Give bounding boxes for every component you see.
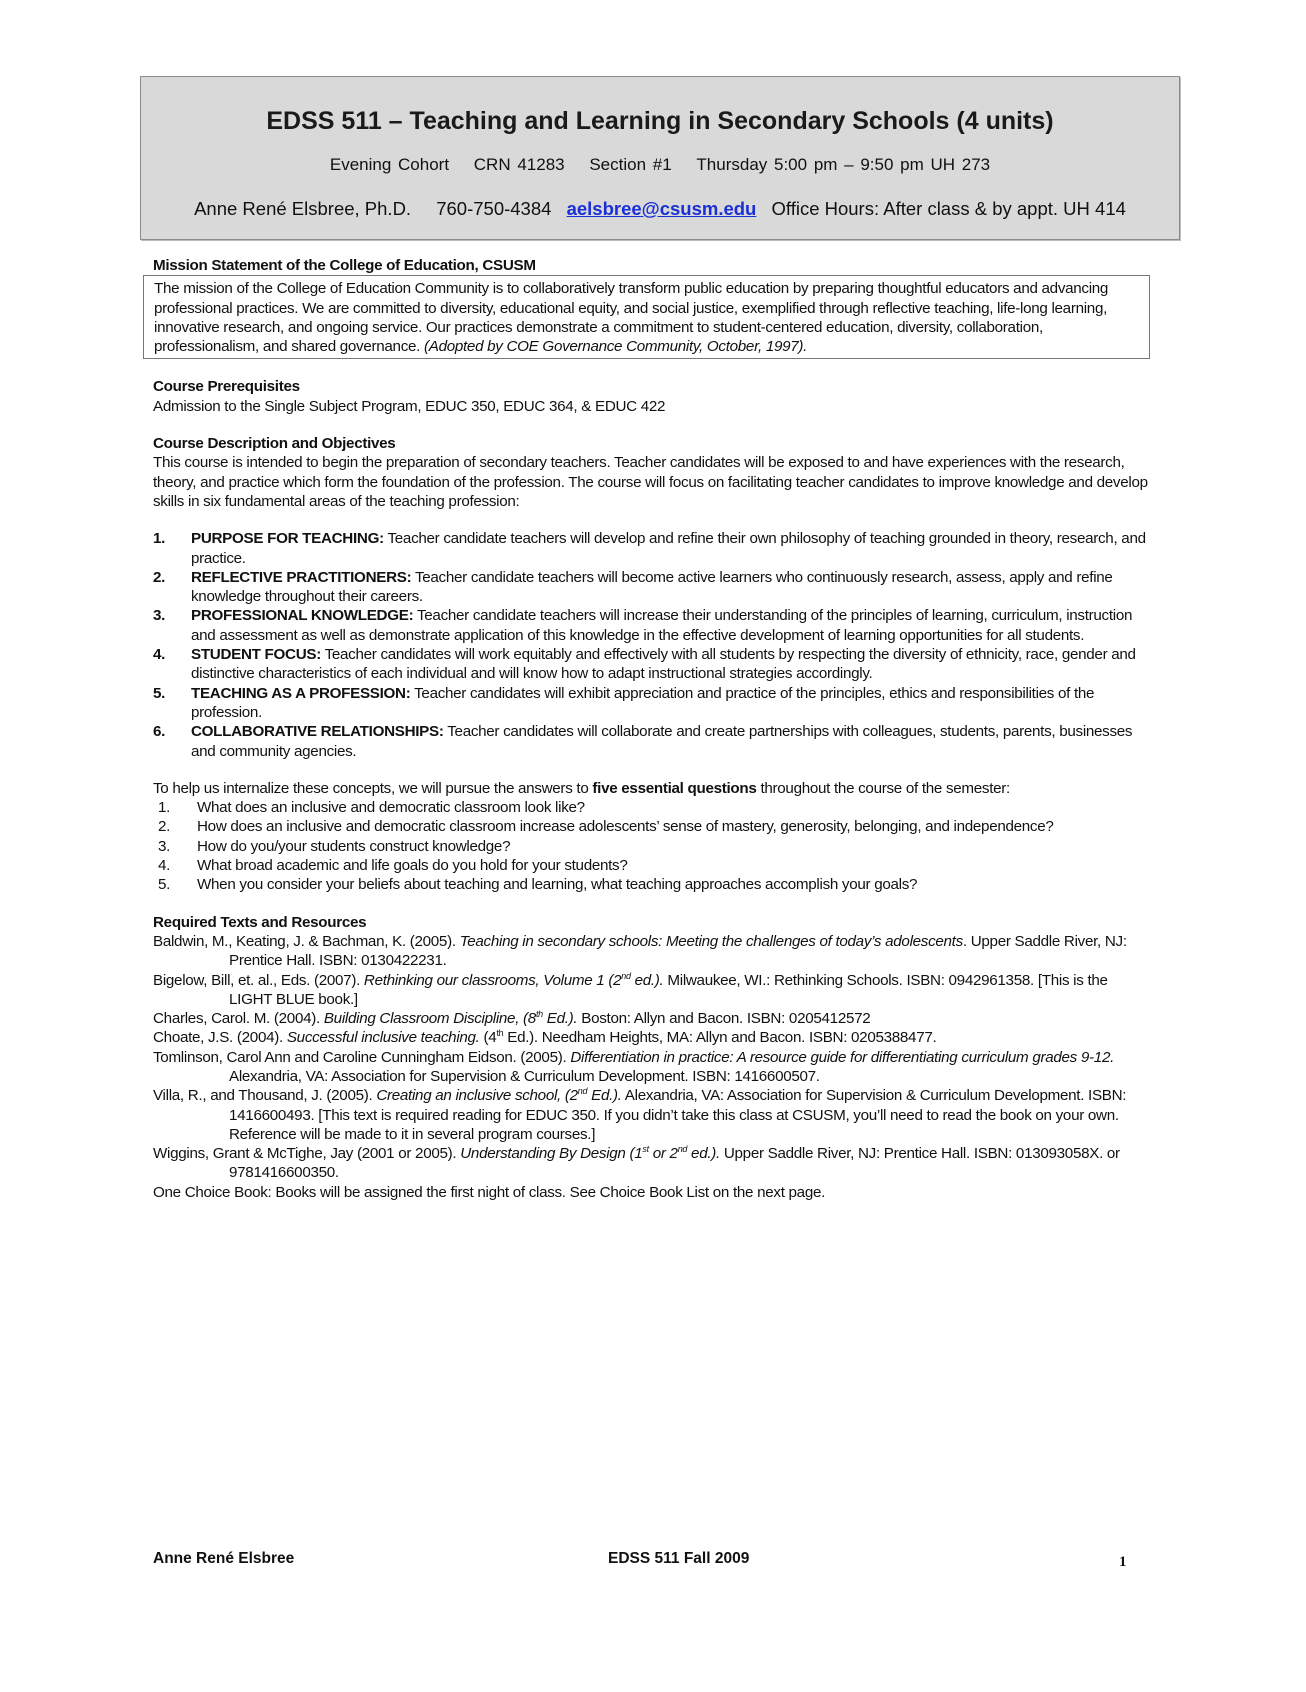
texts-heading: Required Texts and Resources — [153, 913, 367, 931]
description-body: This course is intended to begin the preparation of secondary teachers. Teacher candidates will be exposed to and have experiences with the research, theory, and practice which form the foundation of the profession. The course will focus on facilitating teacher candidates to improve knowledge and develop skills in six fundamental areas of the teaching profession: — [153, 454, 1148, 510]
choice-book-note: One Choice Book: Books will be assigned the first night of class. See Choice Book List on the next page. — [153, 1183, 826, 1201]
instructor-email-link[interactable]: aelsbree@csusm.edu — [566, 198, 757, 219]
reference-entry: Baldwin, M., Keating, J. & Bachman, K. (2005). Teaching in secondary schools: Meeting the challenges of today’s adolescents. Upper Saddle River, NJ: Prentice Hall. ISBN: 0130422231. — [153, 932, 1127, 970]
cohort: Evening Cohort — [329, 155, 450, 174]
prerequisites-body: Admission to the Single Subject Program, EDUC 350, EDUC 364, & EDUC 422 — [153, 397, 666, 415]
page-number: 1 — [1119, 1554, 1127, 1570]
crn: CRN 41283 — [473, 155, 565, 174]
objectives-list — [153, 529, 1153, 761]
objective-item: 3. PROFESSIONAL KNOWLEDGE: Teacher candidate teachers will increase their understanding of the principles of learning, curriculum, instruction and assessment as well as demonstrate application of this knowledge in the effective development of learning opportunities for all students. — [153, 607, 1133, 644]
reference-entry: Bigelow, Bill, et. al., Eds. (2007). Rethinking our classrooms, Volume 1 (2nd ed.). Milwaukee, WI.: Rethinking Schools. ISBN: 0942961358. [This is the LIGHT BLUE book.] — [153, 970, 1108, 1008]
course-header-box — [140, 76, 1180, 240]
objective-item: 4. STUDENT FOCUS: Teacher candidates will work equitably and effectively with all students by respecting the diversity of ethnicity, race, gender and distinctive characteristics of each individual and will know how to adapt instructional strategies accordingly. — [153, 646, 1136, 683]
mission-heading: Mission Statement of the College of Education, CSUSM — [153, 257, 536, 274]
reference-entry: Villa, R., and Thousand, J. (2005). Creating an inclusive school, (2nd Ed.). Alexandria, VA: Association for Supervision & Curriculum Development. ISBN: 1416600493. [This text is required reading for EDUC 350. If you didn’t take this class at CSUSM, you’ll need to read the book on your own. Reference will be made to it in several program courses.] — [153, 1086, 1127, 1143]
question-item: 4. What broad academic and life goals do you hold for your students? — [158, 857, 628, 875]
reference-entry: Wiggins, Grant & McTighe, Jay (2001 or 2005). Understanding By Design (1st or 2nd ed.). Upper Saddle River, NJ: Prentice Hall. ISBN: 013093058X. or 9781416600350. — [153, 1144, 1120, 1182]
question-item: 3. How do you/your students construct knowledge? — [158, 837, 511, 855]
section: Section #1 — [589, 155, 672, 174]
reference-entry: Tomlinson, Carol Ann and Caroline Cunningham Eidson. (2005). Differentiation in practice: A resource guide for differentiating curriculum grades 9-12. Alexandria, VA: Association for Supervision & Curriculum Development. ISBN: 1416600507. — [153, 1048, 1115, 1085]
syllabus-body — [153, 256, 1153, 1202]
course-title: EDSS 511 – Teaching and Learning in Secondary Schools (4 units) — [266, 107, 1054, 135]
instructor-name: Anne René Elsbree, Ph.D. — [194, 198, 412, 219]
instructor-phone: 760-750-4384 — [436, 198, 552, 219]
footer-author: Anne René Elsbree — [153, 1550, 295, 1567]
mission-body: The mission of the College of Education Community is to collaboratively transform public education by preparing thoughtful educators and advancing professional practices. We are committed to diversity, educational equity, and social justice, exemplified through reflective teaching, life-long learning, innovative research, and ongoing service. Our practices demonstrate a commitment to student-centered education, diversity, collaboration, professionalism, and shared governance. — [154, 280, 1109, 356]
objective-item: 5. TEACHING AS A PROFESSION: Teacher candidates will exhibit appreciation and practice of the principles, ethics and responsibilities of the profession. — [153, 684, 1095, 721]
mission-statement-box — [143, 275, 1150, 359]
question-item: 2. How does an inclusive and democratic classroom increase adolescents’ sense of mastery, generosity, belonging, and independence? — [158, 818, 1054, 836]
office-hours: Office Hours: After class & by appt. UH 414 — [771, 198, 1126, 219]
questions-intro: To help us internalize these concepts, we will pursue the answers to five essential questions throughout the course of the semester: — [153, 779, 1010, 797]
question-item: 1. What does an inclusive and democratic classroom look like? — [158, 799, 585, 817]
objective-item: 6. COLLABORATIVE RELATIONSHIPS: Teacher candidates will collaborate and create partnerships with colleagues, students, parents, businesses and community agencies. — [153, 723, 1133, 760]
reference-entry: Charles, Carol. M. (2004). Building Classroom Discipline, (8th Ed.). Boston: Allyn and Bacon. ISBN: 0205412572 — [153, 1009, 871, 1028]
schedule: Thursday 5:00 pm – 9:50 pm UH 273 — [696, 155, 991, 174]
description-heading: Course Description and Objectives — [153, 435, 396, 453]
essential-questions-list — [153, 798, 1153, 894]
question-item: 5. When you consider your beliefs about teaching and learning, what teaching approaches accomplish your goals? — [158, 876, 918, 894]
course-schedule-line — [141, 155, 1179, 175]
reference-entry: Choate, J.S. (2004). Successful inclusive teaching. (4th Ed.). Needham Heights, MA: Allyn and Bacon. ISBN: 0205388477. — [153, 1028, 937, 1047]
objective-item: 1. PURPOSE FOR TEACHING: Teacher candidate teachers will develop and refine their own philosophy of teaching grounded in theory, research, and practice. — [153, 530, 1146, 567]
instructor-line — [141, 198, 1179, 220]
footer-course: EDSS 511 Fall 2009 — [608, 1550, 750, 1567]
objective-item: 2. REFLECTIVE PRACTITIONERS: Teacher candidate teachers will become active learners who continuously research, assess, apply and refine knowledge throughout their careers. — [153, 568, 1113, 606]
prerequisites-heading: Course Prerequisites — [153, 378, 300, 396]
mission-adopted: (Adopted by COE Governance Community, October, 1997). — [423, 338, 808, 356]
